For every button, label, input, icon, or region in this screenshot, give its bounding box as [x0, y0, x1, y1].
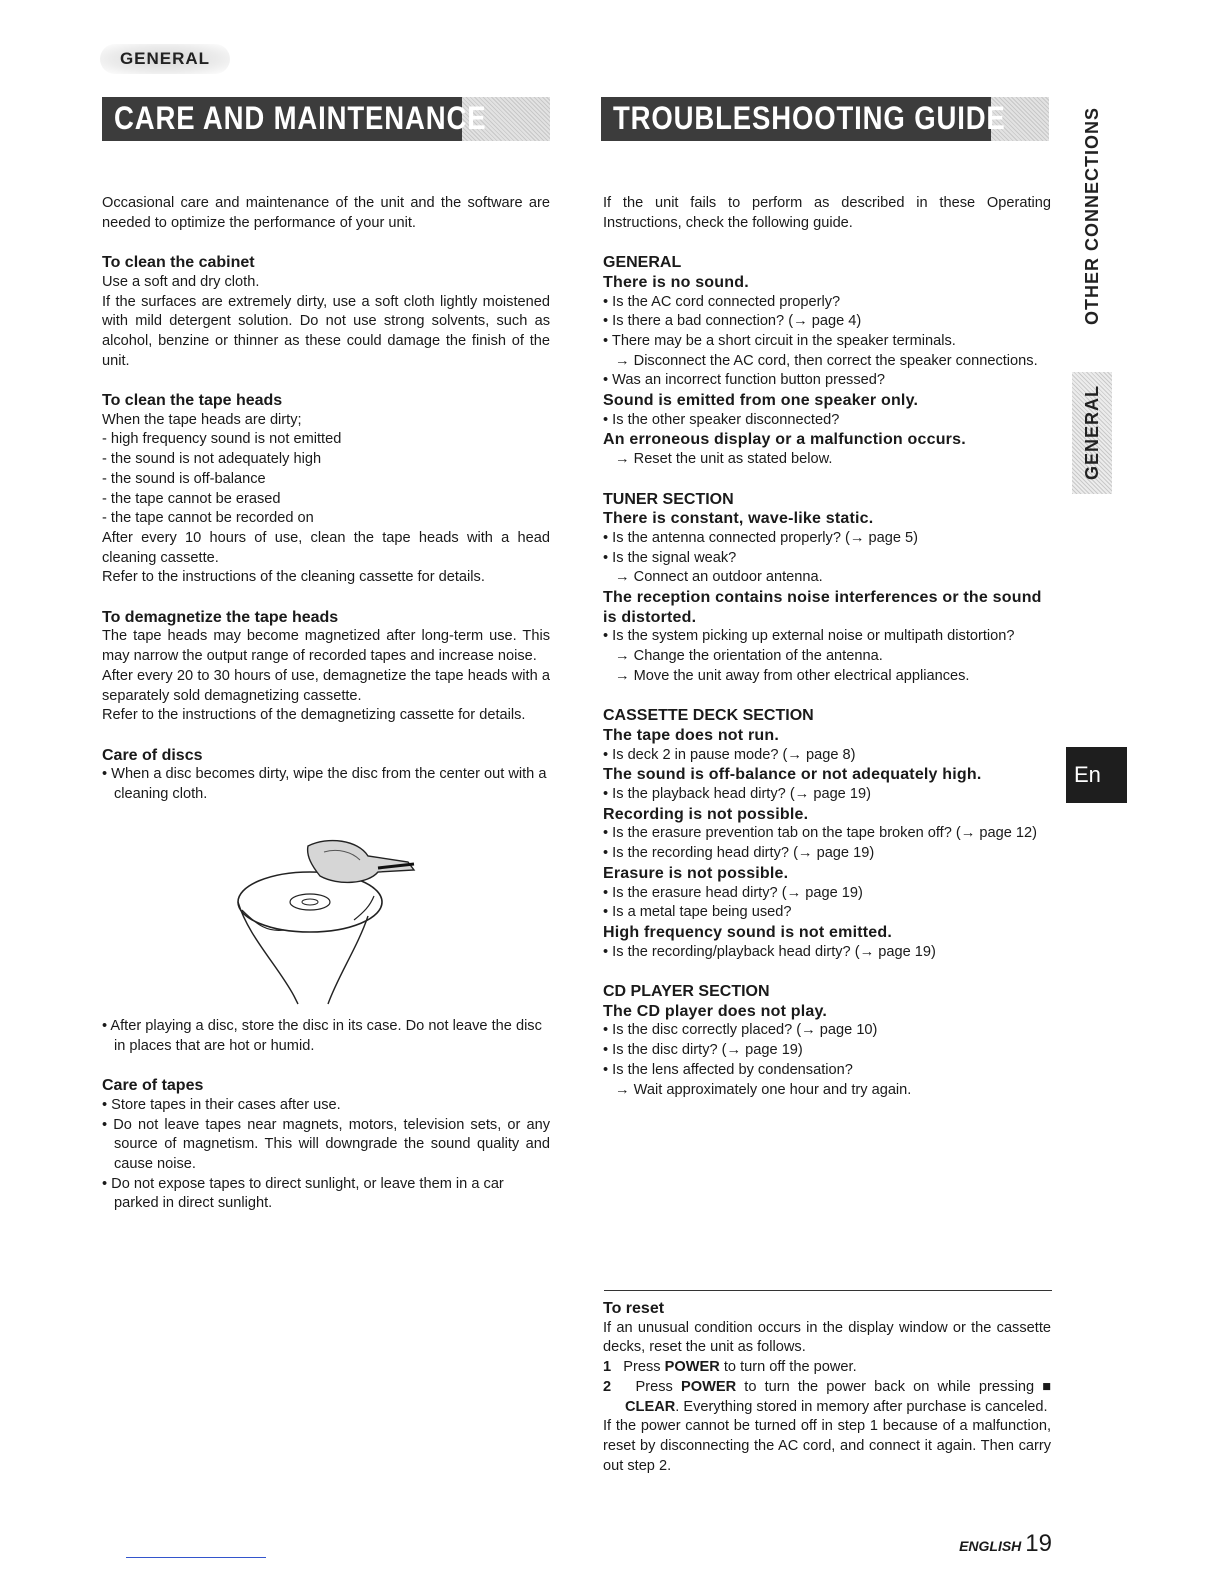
symptom: Erasure is not possible. [603, 864, 789, 882]
care-intro: Occasional care and maintenance of the unit and the software are needed to optimize the performance of your unit. [102, 195, 550, 231]
step-number: 2 [603, 1378, 612, 1395]
step-text: . Everything stored in memory after purchase is canceled. [675, 1398, 1048, 1415]
remedy-item: → Wait approximately one hour and try again. [615, 1081, 912, 1098]
clear-key-label: CLEAR [625, 1398, 676, 1415]
care-column-lower [102, 1017, 550, 1214]
symptom: An erroneous display or a malfunction occurs. [603, 431, 966, 449]
reset-heading: To reset [603, 1300, 665, 1317]
step-text: Press [635, 1378, 681, 1395]
footer-language: ENGLISH [959, 1538, 1022, 1554]
check-item: • Is the erasure head dirty? (→ page 19) [603, 884, 863, 901]
check-item: • Is the system picking up external noise or multipath distortion? [603, 628, 1015, 645]
tuner-heading: TUNER SECTION [603, 490, 734, 508]
check-item: • Is the disc dirty? (→ page 19) [603, 1042, 803, 1059]
power-key-label: POWER [664, 1359, 720, 1376]
symptom: There is constant, wave-like static. [603, 510, 874, 528]
demagnetize-p1: The tape heads may become magnetized after long-term use. This may narrow the output range of recorded tapes and increase noise. [102, 628, 550, 665]
check-item: • Is the signal weak? [603, 549, 737, 566]
troubleshooting-column [603, 194, 1051, 1100]
cabinet-line1: Use a soft and dry cloth. [102, 273, 260, 290]
cabinet-heading: To clean the cabinet [102, 254, 255, 272]
check-item: • Is the disc correctly placed? (→ page 10) [603, 1022, 878, 1039]
symptom: High frequency sound is not emitted. [603, 923, 892, 941]
troubleshooting-intro: If the unit fails to perform as described in these Operating Instructions, check the following guide. [603, 195, 1051, 231]
side-tab-other-connections [1072, 96, 1112, 336]
check-item: • Is the antenna connected properly? (→ page 5) [603, 529, 919, 546]
reset-box [603, 1299, 1051, 1476]
check-item: • Is the lens affected by condensation? [603, 1061, 853, 1078]
tapes-bullet-2: • Do not leave tapes near magnets, motors, television sets, or any source of magnetism. This will downgrade the sound quality and cause noise. [102, 1116, 550, 1172]
discs-bullet-1: • When a disc becomes dirty, wipe the disc from the center out with a cleaning cloth. [102, 766, 547, 803]
section-tag: GENERAL [100, 44, 230, 74]
list-item: - the sound is not adequately high [102, 451, 322, 468]
list-item: - the tape cannot be erased [102, 490, 281, 507]
step-text: Press [623, 1359, 665, 1376]
troubleshooting-banner-title: TROUBLESHOOTING GUIDE [613, 100, 1006, 136]
symptom: The tape does not run. [603, 726, 779, 744]
language-tab: En [1066, 747, 1127, 803]
remedy-item: → Disconnect the AC cord, then correct the speaker connections. [615, 352, 1038, 369]
tapes-bullet-1: • Store tapes in their cases after use. [102, 1096, 341, 1113]
cassette-heading: CASSETTE DECK SECTION [603, 707, 814, 725]
check-item: • Is the playback head dirty? (→ page 19) [603, 786, 871, 803]
symptom: The reception contains noise interferences or the sound is distorted. [603, 589, 1042, 626]
page-footer [940, 1530, 1052, 1558]
power-key-label: POWER [681, 1378, 737, 1395]
list-item: - high frequency sound is not emitted [102, 431, 342, 448]
step-number: 1 [603, 1359, 612, 1376]
page-number: 19 [1025, 1530, 1052, 1557]
check-item: • Was an incorrect function button pressed? [603, 372, 885, 389]
check-item: • Is a metal tape being used? [603, 904, 792, 921]
troubleshooting-banner [601, 97, 1049, 141]
tape-heads-refer: Refer to the instructions of the cleaning cassette for details. [102, 569, 485, 586]
care-column [102, 194, 550, 805]
tape-heads-intro: When the tape heads are dirty; [102, 411, 302, 428]
check-item: • There may be a short circuit in the speaker terminals. [603, 332, 956, 349]
symptom: There is no sound. [603, 273, 749, 291]
reset-outro: If the power cannot be turned off in step 1 because of a malfunction, reset by disconnecting the AC cord, and connect it again. Then carry out step 2. [603, 1418, 1051, 1474]
demagnetize-p2: After every 20 to 30 hours of use, demagnetize the tape heads with a separately sold demagnetizing cassette. [102, 667, 550, 704]
tapes-heading: Care of tapes [102, 1077, 204, 1095]
list-item: - the tape cannot be recorded on [102, 510, 314, 527]
care-banner [102, 97, 550, 141]
reset-step-2 [603, 1378, 1051, 1417]
tape-heads-after: After every 10 hours of use, clean the tape heads with a head cleaning cassette. [102, 529, 550, 566]
demagnetize-heading: To demagnetize the tape heads [102, 608, 339, 626]
remedy-item: → Connect an outdoor antenna. [615, 569, 823, 586]
step-text: to turn the power back on while pressing ■ [736, 1378, 1052, 1395]
symptom: Sound is emitted from one speaker only. [603, 392, 919, 410]
check-item: • Is the erasure prevention tab on the tape broken off? (→ page 12) [603, 825, 1038, 842]
check-item: • Is the AC cord connected properly? [603, 293, 841, 310]
side-tab-label: OTHER CONNECTIONS [1081, 106, 1102, 325]
check-item: • Is the other speaker disconnected? [603, 411, 840, 428]
step-text: to turn off the power. [719, 1359, 857, 1376]
check-item: • Is there a bad connection? (→ page 4) [603, 313, 862, 330]
cd-heading: CD PLAYER SECTION [603, 983, 770, 1001]
remedy-item: → Move the unit away from other electrical appliances. [615, 667, 970, 684]
tape-heads-heading: To clean the tape heads [102, 392, 283, 409]
tapes-bullet-3: • Do not expose tapes to direct sunlight, or leave them in a car parked in direct sunlight. [102, 1175, 504, 1212]
symptom: Recording is not possible. [603, 805, 809, 823]
remedy-item: → Reset the unit as stated below. [615, 451, 833, 468]
care-banner-title: CARE AND MAINTENANCE [114, 100, 487, 136]
discs-bullet-2: • After playing a disc, store the disc in its case. Do not leave the disc in places that are hot or humid. [102, 1018, 542, 1054]
list-item: - the sound is off-balance [102, 470, 266, 487]
side-tab-general [1072, 372, 1112, 494]
symptom: The sound is off-balance or not adequately high. [603, 766, 982, 784]
reset-step-1 [603, 1358, 1051, 1378]
cabinet-line2: If the surfaces are extremely dirty, use a soft cloth lightly moistened with mild detergent solution. Do not use strong solvents, such as alcohol, benzine or thinner as these could damage the finish of the unit. [102, 293, 550, 369]
divider [604, 1290, 1052, 1291]
symptom: The CD player does not play. [603, 1002, 828, 1020]
side-tab-label: GENERAL [1081, 385, 1102, 481]
check-item: • Is the recording/playback head dirty? (→ page 19) [603, 943, 936, 960]
check-item: • Is deck 2 in pause mode? (→ page 8) [603, 746, 856, 763]
demagnetize-p3: Refer to the instructions of the demagnetizing cassette for details. [102, 707, 526, 724]
reset-intro: If an unusual condition occurs in the display window or the cassette decks, reset the unit as follows. [603, 1319, 1051, 1356]
discs-heading: Care of discs [102, 746, 203, 764]
remedy-item: → Change the orientation of the antenna. [615, 648, 883, 665]
check-item: • Is the recording head dirty? (→ page 19) [603, 845, 875, 862]
general-heading: GENERAL [603, 254, 682, 272]
bottom-rule [126, 1557, 266, 1558]
disc-cleaning-illustration [228, 836, 428, 1006]
